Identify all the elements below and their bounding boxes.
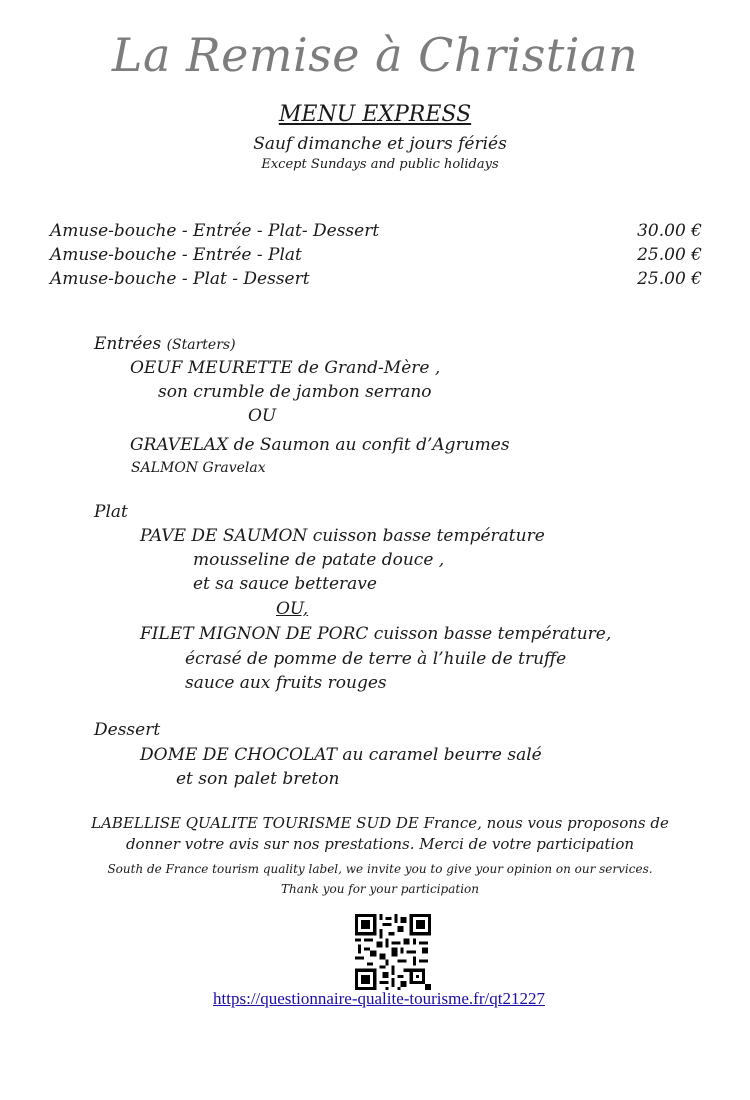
menu-subtitle-fr: Sauf dimanche et jours fériés bbox=[253, 134, 507, 154]
main-dish-1-desc: mousseline de patate douce , bbox=[193, 550, 445, 570]
starter-dish-1-desc: son crumble de jambon serrano bbox=[158, 382, 432, 402]
quality-label-en-1: South de France tourism quality label, we invite you to give your opinion on our services. bbox=[107, 862, 653, 876]
menu-title: MENU EXPRESS bbox=[278, 102, 472, 127]
quality-label-fr-2: donner votre avis sur nos prestations. Merci de votre participation bbox=[125, 835, 635, 853]
mains-heading: Plat bbox=[94, 502, 128, 522]
formula-label: Amuse-bouche - Entrée - Plat- Dessert bbox=[50, 221, 380, 241]
formula-label: Amuse-bouche - Plat - Dessert bbox=[50, 269, 310, 289]
dessert-heading: Dessert bbox=[94, 720, 161, 740]
dessert-dish-1-desc: et son palet breton bbox=[176, 769, 340, 789]
qr-code[interactable] bbox=[355, 914, 431, 990]
quality-label-fr-1: LABELLISE QUALITE TOURISME SUD DE France, nous vous proposons de bbox=[91, 814, 669, 832]
starter-dish-2: GRAVELAX de Saumon au confit d’Agrumes bbox=[130, 435, 510, 455]
formula-price: 25.00 € bbox=[637, 245, 702, 265]
starters-heading-en: (Starters) bbox=[166, 337, 236, 353]
main-or: OU, bbox=[276, 599, 309, 619]
restaurant-name: La Remise à Christian bbox=[111, 28, 639, 82]
formula-price: 25.00 € bbox=[637, 269, 702, 289]
main-dish-2-desc: écrasé de pomme de terre à l’huile de truffe bbox=[185, 649, 567, 669]
starter-or: OU bbox=[248, 406, 277, 426]
dessert-dish-1: DOME DE CHOCOLAT au caramel beurre salé bbox=[140, 745, 542, 765]
main-dish-2: FILET MIGNON DE PORC cuisson basse température, bbox=[140, 624, 612, 644]
main-dish-2-sauce: sauce aux fruits rouges bbox=[185, 673, 387, 693]
quality-label-en-2: Thank you for your participation bbox=[281, 882, 479, 896]
formula-price: 30.00 € bbox=[637, 221, 702, 241]
starter-dish-1: OEUF MEURETTE de Grand-Mère , bbox=[130, 358, 441, 378]
menu-subtitle-en: Except Sundays and public holidays bbox=[261, 157, 499, 172]
formula-label: Amuse-bouche - Entrée - Plat bbox=[50, 245, 302, 265]
main-dish-1-sauce: et sa sauce betterave bbox=[193, 574, 377, 594]
survey-link[interactable]: https://questionnaire-qualite-tourisme.fr/qt21227 bbox=[213, 989, 545, 1008]
starter-dish-2-desc: SALMON Gravelax bbox=[131, 460, 266, 476]
main-dish-1: PAVE DE SAUMON cuisson basse température bbox=[140, 526, 545, 546]
starters-heading: Entrées (Starters) bbox=[94, 334, 236, 354]
